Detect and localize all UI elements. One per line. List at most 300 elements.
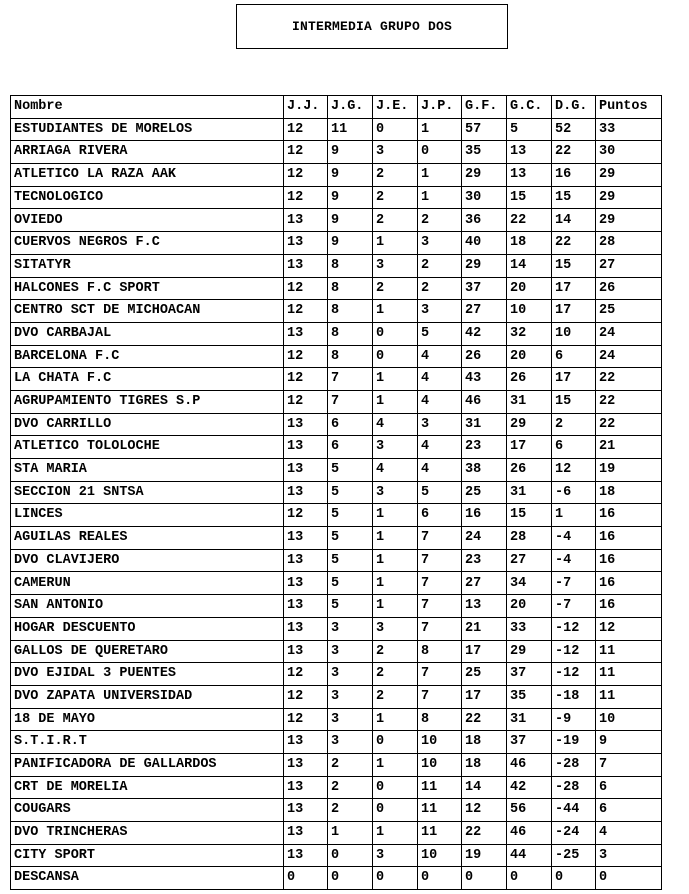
jj-cell: 13 (284, 822, 328, 845)
team-name-cell: HOGAR DESCUENTO (11, 617, 284, 640)
jj-cell: 0 (284, 867, 328, 890)
je-cell: 1 (373, 753, 418, 776)
puntos-cell: 11 (596, 640, 662, 663)
jj-cell: 13 (284, 413, 328, 436)
jj-cell: 13 (284, 232, 328, 255)
gc-cell: 37 (507, 731, 552, 754)
team-name-cell: ARRIAGA RIVERA (11, 141, 284, 164)
je-cell: 2 (373, 685, 418, 708)
jg-cell: 5 (328, 549, 373, 572)
team-name-cell: DVO EJIDAL 3 PUENTES (11, 663, 284, 686)
table-row (11, 345, 662, 368)
table-header-row (11, 96, 662, 119)
puntos-cell: 16 (596, 572, 662, 595)
jp-cell: 5 (418, 481, 462, 504)
gf-cell: 26 (462, 345, 507, 368)
gf-cell: 16 (462, 504, 507, 527)
jj-cell: 12 (284, 300, 328, 323)
gf-cell: 29 (462, 164, 507, 187)
page-title: INTERMEDIA GRUPO DOS (236, 4, 508, 49)
dg-cell: 22 (552, 232, 596, 255)
gc-cell: 35 (507, 685, 552, 708)
gc-cell: 13 (507, 141, 552, 164)
puntos-cell: 18 (596, 481, 662, 504)
jg-cell: 7 (328, 390, 373, 413)
jp-cell: 10 (418, 731, 462, 754)
puntos-cell: 16 (596, 504, 662, 527)
table-body (11, 118, 662, 889)
gc-cell: 46 (507, 753, 552, 776)
team-name-cell: LINCES (11, 504, 284, 527)
gc-cell: 29 (507, 413, 552, 436)
table-row (11, 209, 662, 232)
dg-cell: 15 (552, 254, 596, 277)
team-name-cell: LA CHATA F.C (11, 368, 284, 391)
gc-cell: 15 (507, 186, 552, 209)
je-cell: 1 (373, 572, 418, 595)
table-row (11, 527, 662, 550)
jj-cell: 12 (284, 186, 328, 209)
jj-cell: 13 (284, 595, 328, 618)
jp-cell: 6 (418, 504, 462, 527)
puntos-cell: 3 (596, 844, 662, 867)
gc-cell: 17 (507, 436, 552, 459)
column-header-jg: J.G. (328, 96, 373, 119)
jp-cell: 3 (418, 232, 462, 255)
table-row (11, 436, 662, 459)
jg-cell: 6 (328, 413, 373, 436)
jp-cell: 8 (418, 708, 462, 731)
dg-cell: -7 (552, 572, 596, 595)
puntos-cell: 29 (596, 186, 662, 209)
dg-cell: 2 (552, 413, 596, 436)
gc-cell: 31 (507, 390, 552, 413)
dg-cell: -4 (552, 527, 596, 550)
jg-cell: 3 (328, 731, 373, 754)
je-cell: 1 (373, 300, 418, 323)
jj-cell: 12 (284, 390, 328, 413)
jg-cell: 0 (328, 844, 373, 867)
jg-cell: 5 (328, 527, 373, 550)
jp-cell: 7 (418, 572, 462, 595)
dg-cell: 0 (552, 867, 596, 890)
jp-cell: 0 (418, 867, 462, 890)
dg-cell: -6 (552, 481, 596, 504)
jg-cell: 5 (328, 595, 373, 618)
column-header-je: J.E. (373, 96, 418, 119)
gc-cell: 31 (507, 708, 552, 731)
gf-cell: 17 (462, 685, 507, 708)
gf-cell: 31 (462, 413, 507, 436)
je-cell: 2 (373, 209, 418, 232)
jg-cell: 9 (328, 232, 373, 255)
jj-cell: 13 (284, 572, 328, 595)
je-cell: 0 (373, 118, 418, 141)
jg-cell: 3 (328, 663, 373, 686)
column-header-gf: G.F. (462, 96, 507, 119)
gf-cell: 57 (462, 118, 507, 141)
table-row (11, 549, 662, 572)
puntos-cell: 22 (596, 413, 662, 436)
jj-cell: 12 (284, 368, 328, 391)
gf-cell: 17 (462, 640, 507, 663)
gf-cell: 27 (462, 300, 507, 323)
je-cell: 0 (373, 345, 418, 368)
table-row (11, 186, 662, 209)
jg-cell: 2 (328, 753, 373, 776)
jp-cell: 4 (418, 345, 462, 368)
gf-cell: 36 (462, 209, 507, 232)
gc-cell: 26 (507, 459, 552, 482)
jg-cell: 2 (328, 799, 373, 822)
dg-cell: -44 (552, 799, 596, 822)
gc-cell: 14 (507, 254, 552, 277)
jp-cell: 1 (418, 164, 462, 187)
dg-cell: -12 (552, 617, 596, 640)
gc-cell: 0 (507, 867, 552, 890)
jp-cell: 11 (418, 822, 462, 845)
table-row (11, 504, 662, 527)
gf-cell: 43 (462, 368, 507, 391)
je-cell: 1 (373, 595, 418, 618)
team-name-cell: SAN ANTONIO (11, 595, 284, 618)
gf-cell: 13 (462, 595, 507, 618)
jj-cell: 13 (284, 322, 328, 345)
dg-cell: -18 (552, 685, 596, 708)
gf-cell: 24 (462, 527, 507, 550)
puntos-cell: 19 (596, 459, 662, 482)
puntos-cell: 10 (596, 708, 662, 731)
gf-cell: 29 (462, 254, 507, 277)
jg-cell: 3 (328, 708, 373, 731)
dg-cell: -24 (552, 822, 596, 845)
dg-cell: -28 (552, 776, 596, 799)
gf-cell: 19 (462, 844, 507, 867)
jg-cell: 11 (328, 118, 373, 141)
table-row (11, 300, 662, 323)
team-name-cell: DVO CLAVIJERO (11, 549, 284, 572)
je-cell: 3 (373, 141, 418, 164)
gc-cell: 26 (507, 368, 552, 391)
gc-cell: 31 (507, 481, 552, 504)
je-cell: 3 (373, 254, 418, 277)
je-cell: 1 (373, 232, 418, 255)
table-row (11, 663, 662, 686)
gc-cell: 20 (507, 345, 552, 368)
table-row (11, 731, 662, 754)
jj-cell: 13 (284, 459, 328, 482)
jp-cell: 2 (418, 209, 462, 232)
team-name-cell: S.T.I.R.T (11, 731, 284, 754)
jj-cell: 13 (284, 549, 328, 572)
standings-table (10, 95, 662, 890)
gc-cell: 29 (507, 640, 552, 663)
jj-cell: 13 (284, 799, 328, 822)
team-name-cell: CAMERUN (11, 572, 284, 595)
jg-cell: 8 (328, 254, 373, 277)
team-name-cell: CITY SPORT (11, 844, 284, 867)
jg-cell: 9 (328, 209, 373, 232)
table-row (11, 822, 662, 845)
table-row (11, 141, 662, 164)
jp-cell: 7 (418, 595, 462, 618)
jg-cell: 5 (328, 504, 373, 527)
dg-cell: 6 (552, 436, 596, 459)
gc-cell: 13 (507, 164, 552, 187)
je-cell: 2 (373, 164, 418, 187)
puntos-cell: 26 (596, 277, 662, 300)
table-row (11, 640, 662, 663)
dg-cell: 16 (552, 164, 596, 187)
puntos-cell: 11 (596, 685, 662, 708)
jj-cell: 12 (284, 118, 328, 141)
team-name-cell: SECCION 21 SNTSA (11, 481, 284, 504)
jj-cell: 13 (284, 844, 328, 867)
jg-cell: 8 (328, 322, 373, 345)
puntos-cell: 24 (596, 322, 662, 345)
je-cell: 1 (373, 822, 418, 845)
puntos-cell: 24 (596, 345, 662, 368)
je-cell: 0 (373, 867, 418, 890)
table-row (11, 368, 662, 391)
gf-cell: 38 (462, 459, 507, 482)
jg-cell: 6 (328, 436, 373, 459)
gf-cell: 0 (462, 867, 507, 890)
jp-cell: 4 (418, 459, 462, 482)
dg-cell: 15 (552, 390, 596, 413)
column-header-nombre: Nombre (11, 96, 284, 119)
je-cell: 0 (373, 322, 418, 345)
jp-cell: 7 (418, 663, 462, 686)
jg-cell: 1 (328, 822, 373, 845)
je-cell: 3 (373, 844, 418, 867)
team-name-cell: DVO TRINCHERAS (11, 822, 284, 845)
column-header-dg: D.G. (552, 96, 596, 119)
jp-cell: 3 (418, 300, 462, 323)
jg-cell: 5 (328, 481, 373, 504)
puntos-cell: 22 (596, 390, 662, 413)
table-row (11, 685, 662, 708)
dg-cell: -12 (552, 640, 596, 663)
table-row (11, 164, 662, 187)
team-name-cell: CRT DE MORELIA (11, 776, 284, 799)
jp-cell: 7 (418, 549, 462, 572)
gf-cell: 22 (462, 822, 507, 845)
puntos-cell: 4 (596, 822, 662, 845)
gf-cell: 22 (462, 708, 507, 731)
gf-cell: 12 (462, 799, 507, 822)
gc-cell: 42 (507, 776, 552, 799)
puntos-cell: 16 (596, 595, 662, 618)
dg-cell: 17 (552, 277, 596, 300)
jg-cell: 9 (328, 164, 373, 187)
team-name-cell: AGRUPAMIENTO TIGRES S.P (11, 390, 284, 413)
je-cell: 2 (373, 640, 418, 663)
jp-cell: 7 (418, 527, 462, 550)
team-name-cell: CENTRO SCT DE MICHOACAN (11, 300, 284, 323)
jg-cell: 9 (328, 141, 373, 164)
gc-cell: 10 (507, 300, 552, 323)
dg-cell: 14 (552, 209, 596, 232)
table-row (11, 572, 662, 595)
jg-cell: 9 (328, 186, 373, 209)
jp-cell: 10 (418, 753, 462, 776)
jg-cell: 2 (328, 776, 373, 799)
gc-cell: 27 (507, 549, 552, 572)
team-name-cell: PANIFICADORA DE GALLARDOS (11, 753, 284, 776)
je-cell: 0 (373, 731, 418, 754)
puntos-cell: 33 (596, 118, 662, 141)
jj-cell: 12 (284, 685, 328, 708)
jj-cell: 13 (284, 731, 328, 754)
gf-cell: 23 (462, 436, 507, 459)
table-row (11, 595, 662, 618)
gc-cell: 34 (507, 572, 552, 595)
gf-cell: 30 (462, 186, 507, 209)
puntos-cell: 28 (596, 232, 662, 255)
team-name-cell: ATLETICO TOLOLOCHE (11, 436, 284, 459)
jg-cell: 3 (328, 685, 373, 708)
dg-cell: -19 (552, 731, 596, 754)
jp-cell: 0 (418, 141, 462, 164)
jp-cell: 4 (418, 390, 462, 413)
table-row (11, 867, 662, 890)
gf-cell: 37 (462, 277, 507, 300)
je-cell: 4 (373, 413, 418, 436)
jg-cell: 8 (328, 300, 373, 323)
puntos-cell: 11 (596, 663, 662, 686)
table-row (11, 254, 662, 277)
jj-cell: 13 (284, 776, 328, 799)
team-name-cell: DESCANSA (11, 867, 284, 890)
puntos-cell: 6 (596, 776, 662, 799)
team-name-cell: CUERVOS NEGROS F.C (11, 232, 284, 255)
table-row (11, 390, 662, 413)
team-name-cell: COUGARS (11, 799, 284, 822)
gc-cell: 18 (507, 232, 552, 255)
gf-cell: 21 (462, 617, 507, 640)
jg-cell: 5 (328, 572, 373, 595)
table-row (11, 481, 662, 504)
dg-cell: 17 (552, 368, 596, 391)
puntos-cell: 0 (596, 867, 662, 890)
jj-cell: 13 (284, 753, 328, 776)
team-name-cell: BARCELONA F.C (11, 345, 284, 368)
gf-cell: 18 (462, 731, 507, 754)
jj-cell: 12 (284, 708, 328, 731)
jj-cell: 13 (284, 254, 328, 277)
table-row (11, 118, 662, 141)
table-row (11, 277, 662, 300)
dg-cell: 1 (552, 504, 596, 527)
puntos-cell: 7 (596, 753, 662, 776)
jj-cell: 13 (284, 481, 328, 504)
dg-cell: 10 (552, 322, 596, 345)
gf-cell: 25 (462, 481, 507, 504)
puntos-cell: 12 (596, 617, 662, 640)
puntos-cell: 22 (596, 368, 662, 391)
jg-cell: 0 (328, 867, 373, 890)
jp-cell: 4 (418, 368, 462, 391)
je-cell: 1 (373, 708, 418, 731)
jp-cell: 3 (418, 413, 462, 436)
puntos-cell: 30 (596, 141, 662, 164)
gc-cell: 20 (507, 277, 552, 300)
jp-cell: 2 (418, 277, 462, 300)
jj-cell: 12 (284, 164, 328, 187)
table-row (11, 844, 662, 867)
gf-cell: 14 (462, 776, 507, 799)
gf-cell: 40 (462, 232, 507, 255)
table-row (11, 799, 662, 822)
jp-cell: 8 (418, 640, 462, 663)
dg-cell: 12 (552, 459, 596, 482)
je-cell: 1 (373, 390, 418, 413)
dg-cell: 17 (552, 300, 596, 323)
gc-cell: 15 (507, 504, 552, 527)
column-header-gc: G.C. (507, 96, 552, 119)
jj-cell: 12 (284, 663, 328, 686)
je-cell: 1 (373, 527, 418, 550)
jp-cell: 1 (418, 186, 462, 209)
dg-cell: -9 (552, 708, 596, 731)
puntos-cell: 16 (596, 527, 662, 550)
jp-cell: 7 (418, 685, 462, 708)
jj-cell: 12 (284, 277, 328, 300)
je-cell: 2 (373, 277, 418, 300)
team-name-cell: DVO CARRILLO (11, 413, 284, 436)
jj-cell: 12 (284, 141, 328, 164)
dg-cell: -7 (552, 595, 596, 618)
table-row (11, 776, 662, 799)
puntos-cell: 6 (596, 799, 662, 822)
puntos-cell: 29 (596, 164, 662, 187)
jg-cell: 7 (328, 368, 373, 391)
jj-cell: 13 (284, 617, 328, 640)
jj-cell: 12 (284, 345, 328, 368)
jg-cell: 8 (328, 345, 373, 368)
team-name-cell: STA MARIA (11, 459, 284, 482)
gf-cell: 23 (462, 549, 507, 572)
team-name-cell: DVO CARBAJAL (11, 322, 284, 345)
je-cell: 3 (373, 617, 418, 640)
je-cell: 0 (373, 776, 418, 799)
puntos-cell: 29 (596, 209, 662, 232)
gc-cell: 20 (507, 595, 552, 618)
jp-cell: 10 (418, 844, 462, 867)
jp-cell: 7 (418, 617, 462, 640)
jp-cell: 2 (418, 254, 462, 277)
dg-cell: 22 (552, 141, 596, 164)
gf-cell: 35 (462, 141, 507, 164)
puntos-cell: 16 (596, 549, 662, 572)
je-cell: 1 (373, 368, 418, 391)
jp-cell: 1 (418, 118, 462, 141)
gc-cell: 37 (507, 663, 552, 686)
table-row (11, 322, 662, 345)
jg-cell: 8 (328, 277, 373, 300)
team-name-cell: AGUILAS REALES (11, 527, 284, 550)
gc-cell: 44 (507, 844, 552, 867)
team-name-cell: OVIEDO (11, 209, 284, 232)
team-name-cell: ATLETICO LA RAZA AAK (11, 164, 284, 187)
jg-cell: 3 (328, 617, 373, 640)
je-cell: 3 (373, 481, 418, 504)
je-cell: 1 (373, 549, 418, 572)
jj-cell: 12 (284, 504, 328, 527)
jp-cell: 4 (418, 436, 462, 459)
table-row (11, 617, 662, 640)
